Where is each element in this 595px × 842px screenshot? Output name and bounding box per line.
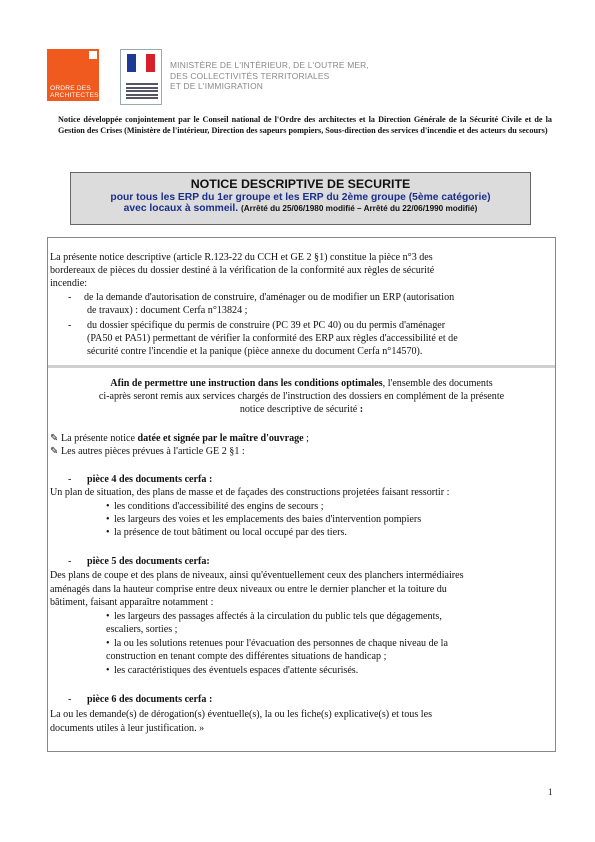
pencil-check-icon: ✎	[50, 433, 59, 444]
item2-line3: sécurité contre l'incendie et la panique (pièce annexe du document Cerfa n°14570).	[87, 346, 423, 357]
dash-marker: -	[68, 320, 72, 331]
piece4-item: les conditions d'accessibilité des engins de secours ;	[114, 501, 324, 512]
dash-marker: -	[68, 292, 72, 303]
section1-line2: bordereaux de pièces du dossier destiné à la vérification de la conformité aux règles de sécurité	[50, 265, 435, 276]
logo-oa-line2: ARCHITECTES	[50, 92, 99, 99]
piece4-title: pièce 4 des documents cerfa :	[87, 474, 213, 485]
piece6-line2: documents utiles à leur justification. »	[50, 723, 205, 734]
section1-line3: incendie:	[50, 278, 87, 289]
check-item-2: ✎ Les autres pièces prévues à l'article GE 2 §1 :	[50, 446, 245, 457]
piece5-intro-line2: aménagés dans la hauteur comprise entre deux niveaux ou entre le dernier plancher et la toiture du	[50, 584, 447, 595]
piece4-intro: Un plan de situation, des plans de masse et de façades des constructions projetées faisant ressortir :	[50, 487, 450, 498]
section-separator	[48, 365, 555, 368]
ordre-des-architectes-logo	[47, 49, 99, 101]
section2-lead-line1: Afin de permettre une instruction dans les conditions optimales, l'ensemble des documents	[110, 378, 493, 389]
pencil-check-icon: ✎	[50, 446, 59, 457]
piece4-item: la présence de tout bâtiment ou local occupé par des tiers.	[114, 527, 347, 538]
piece5-item1-line1: les largeurs des passages affectés à la circulation du public tels que dégagements,	[114, 611, 442, 622]
section2-lead-line3: notice descriptive de sécurité :	[239, 404, 364, 415]
dash-marker: -	[68, 474, 72, 485]
item1-line1: de la demande d'autorisation de construire, d'aménager ou de modifier un ERP (autorisation	[84, 292, 455, 303]
bullet-icon: •	[106, 611, 110, 622]
marianne-flag-icon	[127, 54, 155, 72]
piece4-item: les largeurs des voies et les emplacements des baies d'intervention pompiers	[114, 514, 422, 525]
ministry-name: MINISTÈRE DE L'INTÉRIEUR, DE L'OUTRE MER, DES COLLECTIVITÉS TERRITORIALES ET DE L'IMMIGRATION	[170, 60, 369, 91]
bullet-icon: •	[106, 665, 110, 676]
bullet-icon: •	[106, 638, 110, 649]
piece5-item2-line2: construction en tenant compte des différentes situations de handicap ;	[106, 651, 387, 662]
notice-subtitle-2: avec locaux à sommeil. (Arrêté du 25/06/1980 modifié – Arrêté du 22/06/1990 modifié)	[123, 203, 478, 214]
notice-reference: (Arrêté du 25/06/1980 modifié – Arrêté du 22/06/1990 modifié)	[241, 204, 478, 213]
notice-title: NOTICE DESCRIPTIVE DE SECURITE	[190, 177, 411, 191]
bullet-icon: •	[106, 514, 110, 525]
piece5-item1-line2: escaliers, sorties ;	[106, 624, 178, 635]
bullet-icon: •	[106, 501, 110, 512]
item1-line2: de travaux) : document Cerfa n°13824 ;	[87, 305, 248, 316]
piece5-item3: les caractéristiques des éventuels espaces d'attente sécurisés.	[114, 665, 359, 676]
section2-lead-line2: ci-après seront remis aux services chargés de l'instruction des dossiers en complément de la présente	[98, 391, 505, 402]
piece5-intro-line1: Des plans de coupe et des plans de niveaux, ainsi qu'éventuellement ceux des planchers intermédiaires	[50, 570, 464, 581]
dash-marker: -	[68, 694, 72, 705]
notice-title-box	[70, 172, 531, 225]
piece6-title: pièce 6 des documents cerfa :	[87, 694, 213, 705]
logo-oa-line1: ORDRE DES	[50, 85, 92, 92]
notice-subtitle: pour tous les ERP du 1er groupe et les ERP du 2ème groupe (5ème catégorie)	[110, 192, 491, 203]
piece6-line1: La ou les demande(s) de dérogation(s) éventuelle(s), la ou les fiche(s) explicative(s) et tous les	[50, 709, 433, 720]
ministere-logo-text-block	[126, 83, 158, 101]
intro-paragraph: Notice développée conjointement par le Conseil national de l'Ordre des architectes et la Direction Générale de la Sécurité Civile et de la Gestion des Crises (Ministère de l'intérieur, Direction des sapeurs pompiers, Sous-direction des services d'incendie et des acteurs du secours)	[58, 115, 552, 136]
dash-marker: -	[68, 556, 72, 567]
ministere-logo	[120, 49, 162, 105]
piece5-intro-line3: bâtiment, faisant apparaître notamment :	[50, 597, 214, 608]
section1-line1: La présente notice descriptive (article R.123-22 du CCH et GE 2 §1) constitue la pièce n°3 des	[50, 252, 433, 263]
item2-line2: (PA50 et PA51) permettant de vérifier la conformité des ERP aux règles d'accessibilité et de	[87, 333, 458, 344]
bullet-icon: •	[106, 527, 110, 538]
logo-square	[89, 51, 97, 59]
item2-line1: du dossier spécifique du permis de construire (PC 39 et PC 40) ou du permis d'aménager	[87, 320, 446, 331]
piece5-title: pièce 5 des documents cerfa:	[87, 556, 210, 567]
check-item-1: ✎ La présente notice datée et signée par le maître d'ouvrage ;	[50, 433, 309, 444]
page-number: 1	[548, 787, 553, 797]
piece5-item2-line1: la ou les solutions retenues pour l'évacuation des personnes de chaque niveau de la	[114, 638, 448, 649]
